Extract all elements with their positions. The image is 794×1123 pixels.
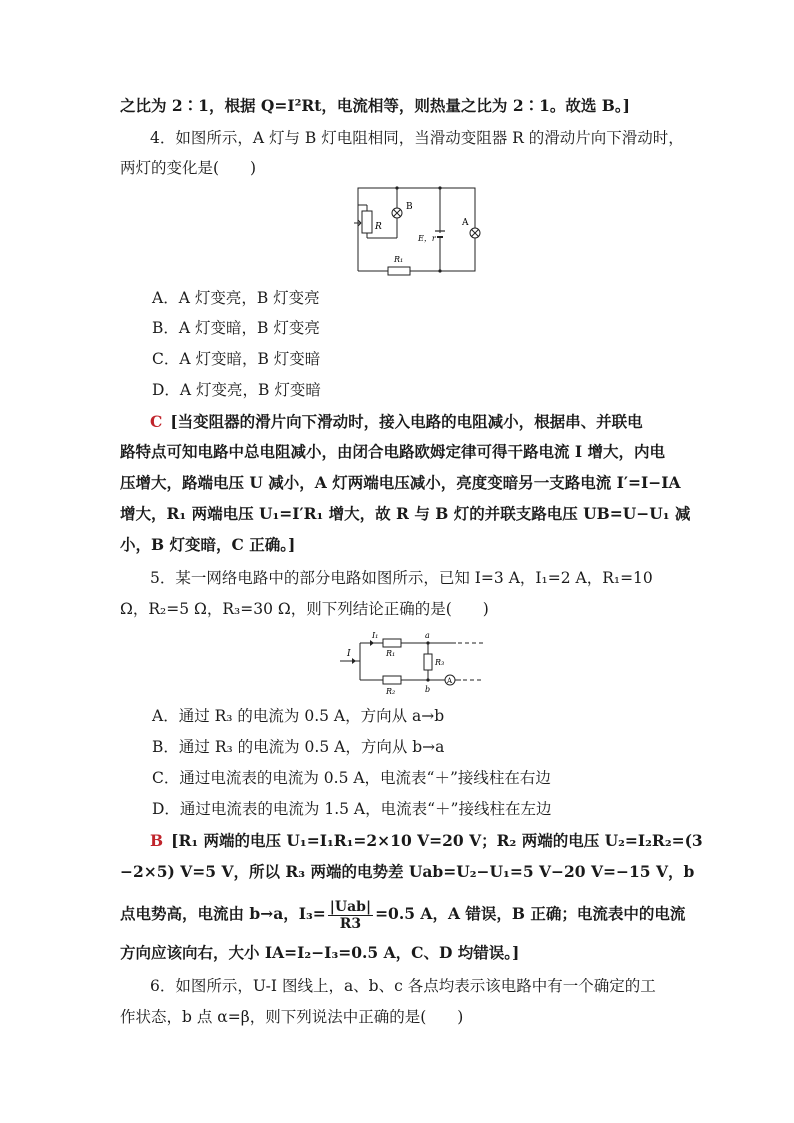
q4-option-a: A．A 灯变亮，B 灯变亮: [152, 289, 320, 307]
q4-explanation-line1: C [当变阻器的滑片向下滑动时，接入电路的电阻减小，根据串、并联电: [150, 412, 643, 431]
q3-explanation-tail: 之比为 2∶1，根据 Q=I²Rt，电流相等，则热量之比为 2∶1。故选 B。]: [120, 96, 630, 115]
q4-option-c: C．A 灯变暗，B 灯变暗: [152, 350, 321, 368]
q4-stem-line2: 两灯的变化是( ): [120, 159, 257, 177]
q5-label-i1: I₁: [372, 631, 379, 640]
q5-option-c: C．通过电流表的电流为 0.5 A，电流表“＋”接线柱在右边: [152, 769, 551, 787]
q5-option-a: A．通过 R₃ 的电流为 0.5 A，方向从 a→b: [152, 707, 445, 725]
q5-fraction: [328, 899, 373, 932]
q5-fraction-numerator: |Uab|: [329, 898, 372, 915]
q4-explanation-line3: 压增大，路端电压 U 减小，A 灯两端电压减小，亮度变暗另一支路电流 I′=I−IA: [120, 473, 681, 492]
q4-answer-letter: C: [150, 412, 163, 431]
q5-explanation-line1: B [R₁ 两端的电压 U₁=I₁R₁=2×10 V=20 V；R₂ 两端的电压 U₂=I₂R₂=(3: [150, 831, 703, 850]
q5-label-b: b: [425, 685, 431, 694]
q4-explanation-line4: 增大，R₁ 两端电压 U₁=I′R₁ 增大，故 R 与 B 灯的并联支路电压 UB=U−U₁ 减: [120, 504, 691, 523]
q5-explanation-line4: 方向应该向右，大小 IA=I₂−I₃=0.5 A，C、D 均错误。]: [120, 943, 520, 962]
q5-label-r3: R₃: [435, 658, 445, 667]
q4-lamp-a-label: A: [462, 218, 469, 228]
q5-stem-line1: 5．某一网络电路中的部分电路如图所示，已知 I=3 A，I₁=2 A，R₁=10: [150, 569, 653, 587]
q5-option-d: D．通过电流表的电流为 1.5 A，电流表“＋”接线柱在左边: [152, 800, 552, 818]
q5-ammeter-label: A: [447, 677, 453, 685]
q5-label-r2: R₂: [386, 687, 396, 696]
q4-r1-label: R₁: [394, 255, 404, 264]
q5-label-i: I: [347, 649, 351, 659]
q5-option-b: B．通过 R₃ 的电流为 0.5 A，方向从 b→a: [152, 738, 445, 756]
q4-explanation-line5: 小，B 灯变暗，C 正确。]: [120, 535, 296, 554]
q5-explanation-line2: −2×5) V=5 V，所以 R₃ 两端的电势差 Uab=U₂−U₁=5 V−20 V=−15 V，b: [120, 862, 695, 881]
q4-circuit-diagram: [340, 183, 490, 278]
q5-circuit-diagram: [338, 628, 488, 698]
q4-lamp-b-label: B: [406, 202, 413, 212]
q4-option-d: D．A 灯变亮，B 灯变暗: [152, 381, 321, 399]
q5-label-a: a: [425, 631, 430, 640]
q4-explanation-line2: 路特点可知电路中总电阻减小，由闭合电路欧姆定律可得干路电流 I 增大，内电: [120, 442, 666, 461]
q4-rheostat-label: R: [375, 222, 382, 232]
q5-label-r1: R₁: [386, 649, 396, 658]
q5-explanation-line3: 点电势高，电流由 b→a，I₃= $\frac{\text{|Uab|}}{R3}$ =0.5 A，A 错误，B 正确；电流表中的电流: [120, 898, 686, 932]
q4-option-b: B．A 灯变暗，B 灯变亮: [152, 319, 320, 337]
q6-stem-line2: 作状态，b 点 α=β，则下列说法中正确的是( ): [120, 1008, 464, 1026]
q4-source-label: E，r: [418, 234, 436, 243]
q5-answer-letter: B: [150, 831, 164, 850]
q6-stem-line1: 6．如图所示，U-I 图线上，a、b、c 各点均表示该电路中有一个确定的工: [150, 977, 656, 995]
q5-stem-line2: Ω，R₂=5 Ω，R₃=30 Ω，则下列结论正确的是( ): [120, 600, 489, 618]
q5-fraction-denominator: R3: [339, 915, 362, 932]
q4-stem-line1: 4．如图所示，A 灯与 B 灯电阻相同，当滑动变阻器 R 的滑动片向下滑动时，: [150, 129, 684, 147]
